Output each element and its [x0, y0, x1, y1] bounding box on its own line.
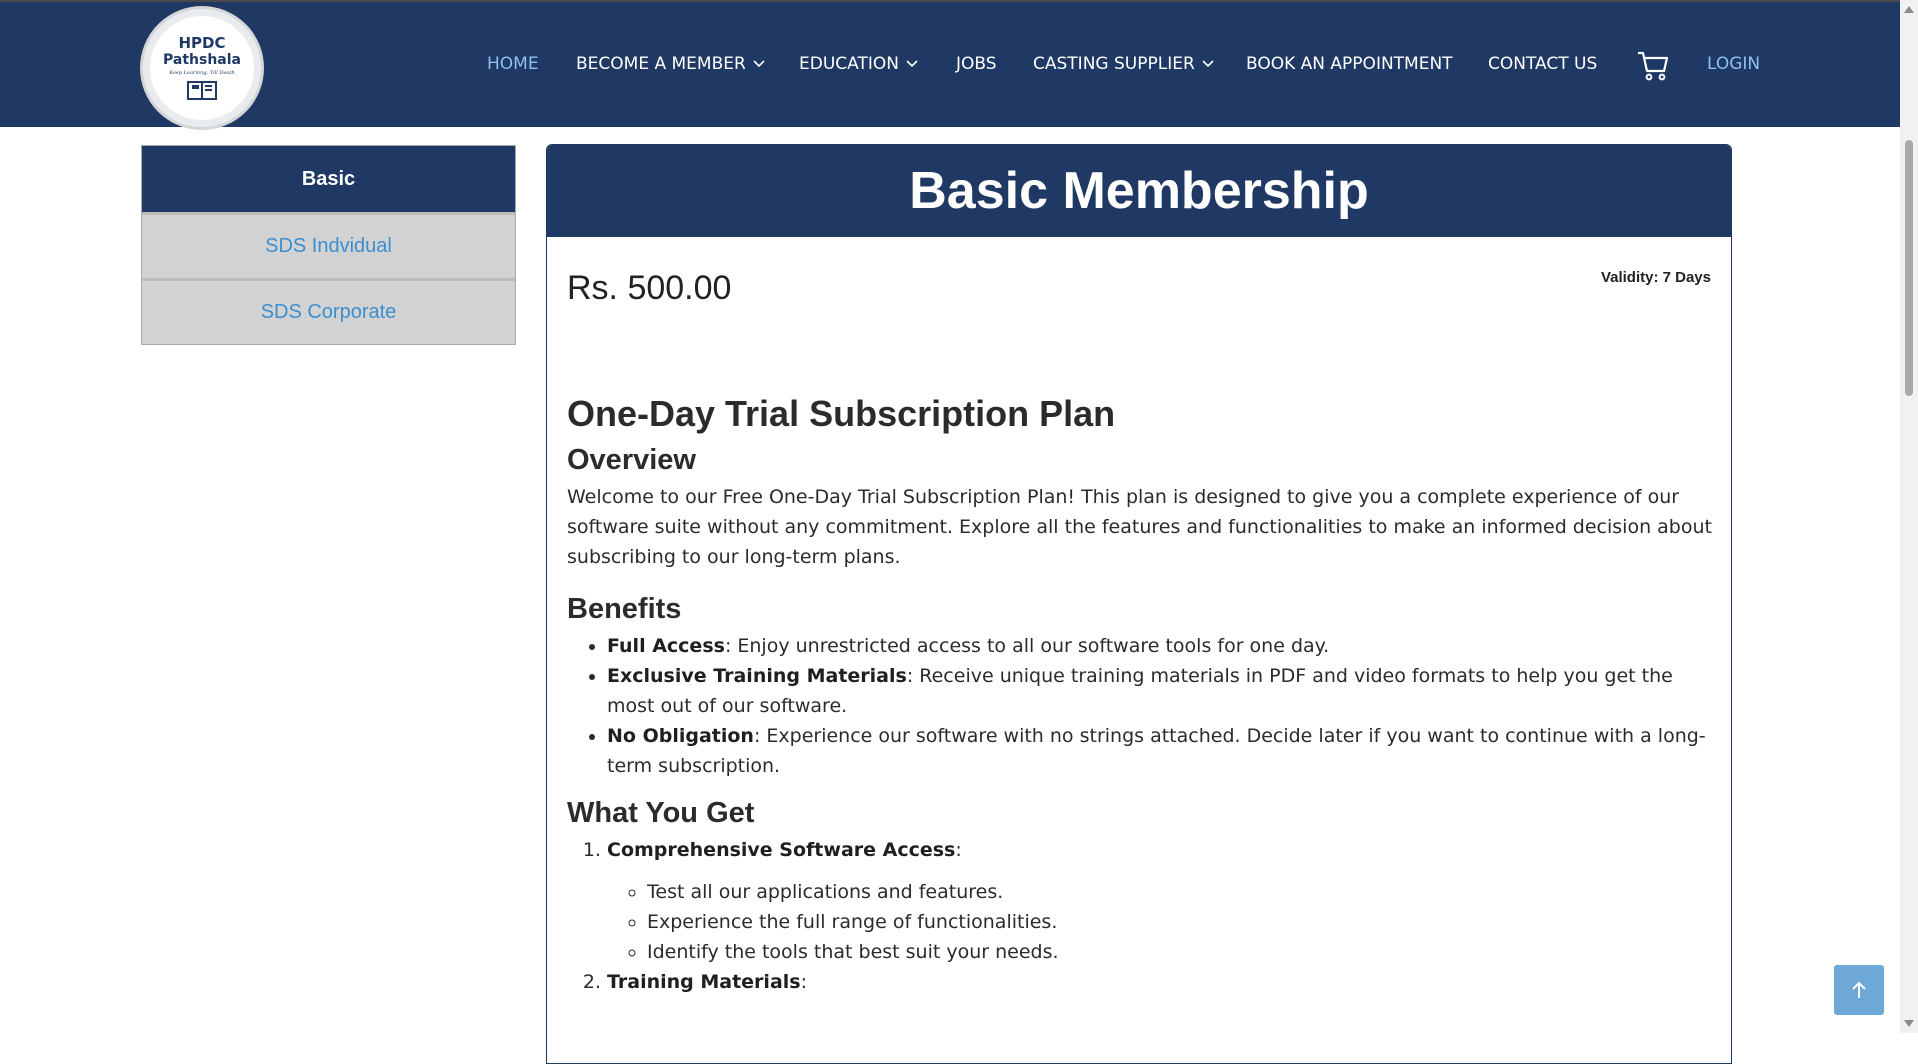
benefit-text: : Receive unique training materials in PDF and video formats to help you get the most out of our software. — [607, 665, 1673, 717]
list-item — [607, 631, 1717, 661]
overview-text: Welcome to our Free One-Day Trial Subscription Plan! This plan is designed to give you a complete experience of our software suite without any commitment. Explore all the features and functionalities to make an informed decision about subscribing to our long-term plans. — [567, 486, 1712, 568]
nav-education[interactable] — [799, 54, 918, 74]
benefit-title: Full Access — [607, 635, 725, 657]
sub-list — [607, 877, 1717, 967]
book-icon — [187, 79, 217, 101]
arrow-up-icon — [1851, 981, 1867, 999]
sidebar-item-basic[interactable] — [142, 146, 515, 212]
nav-become-member-label: BECOME A MEMBER — [576, 54, 746, 74]
nav-login[interactable] — [1707, 54, 1760, 74]
cart-icon[interactable] — [1637, 51, 1669, 81]
sidebar-item-label: SDS Corporate — [260, 301, 397, 323]
item-title: Training Materials — [607, 971, 801, 993]
plan-title: Basic Membership — [909, 162, 1369, 220]
benefit-title: Exclusive Training Materials — [607, 665, 907, 687]
nav-login-label: LOGIN — [1707, 54, 1761, 74]
nav-jobs-label: JOBS — [956, 54, 997, 74]
item-title: Comprehensive Software Access — [607, 839, 956, 861]
nav-contact-us-label: CONTACT US — [1488, 54, 1598, 74]
benefit-title: No Obligation — [607, 725, 754, 747]
nav-casting-supplier[interactable] — [1033, 54, 1214, 74]
nav-book-appointment-label: BOOK AN APPOINTMENT — [1246, 54, 1453, 74]
benefit-text: : Enjoy unrestricted access to all our software tools for one day. — [724, 635, 1330, 657]
what-you-get-list — [567, 835, 1717, 997]
list-item: ◦ Test all our applications and features. — [647, 877, 1717, 907]
benefits-list — [567, 631, 1717, 781]
nav-jobs[interactable] — [956, 54, 997, 74]
chevron-down-icon — [1202, 60, 1214, 68]
site-header — [0, 0, 1900, 127]
nav-home-label: HOME — [487, 54, 539, 74]
list-item — [607, 967, 1717, 997]
sidebar-item-sds-corporate[interactable] — [142, 278, 515, 344]
list-item — [607, 661, 1717, 721]
sidebar-item-label: Basic — [301, 167, 356, 190]
plan-sidebar — [141, 145, 516, 345]
scroll-thumb[interactable] — [1905, 140, 1913, 396]
plan-description — [567, 390, 1717, 997]
article-heading: One-Day Trial Subscription Plan — [567, 393, 1116, 434]
scroll-to-top-button[interactable] — [1834, 965, 1884, 1015]
list-item — [607, 721, 1717, 781]
site-logo[interactable] — [140, 6, 264, 130]
plan-validity: Validity: 7 Days — [1600, 269, 1711, 286]
page-scrollbar[interactable] — [1900, 0, 1918, 1033]
item-suffix: : — [955, 839, 962, 861]
plan-price: Rs. 500.00 — [567, 269, 732, 307]
logo-line1: HPDC — [178, 34, 226, 52]
nav-casting-supplier-label: CASTING SUPPLIER — [1033, 54, 1195, 74]
plan-panel — [546, 144, 1732, 1064]
scroll-up-arrow[interactable] — [1904, 6, 1914, 13]
chevron-down-icon — [906, 60, 918, 68]
nav-home[interactable] — [487, 54, 539, 74]
chevron-down-icon — [753, 60, 765, 68]
nav-education-label: EDUCATION — [799, 54, 899, 74]
what-you-get-heading: What You Get — [567, 797, 755, 829]
nav-become-member[interactable] — [576, 54, 765, 74]
nav-book-appointment[interactable] — [1246, 54, 1453, 74]
list-item: ◦ Identify the tools that best suit your needs. — [647, 937, 1717, 967]
overview-heading: Overview — [567, 444, 696, 476]
sidebar-item-label: SDS Indvidual — [265, 235, 392, 257]
list-item — [607, 835, 1717, 967]
plan-header — [547, 145, 1731, 237]
nav-contact-us[interactable] — [1488, 54, 1597, 74]
logo-tagline: Keep Learning, Till Death — [169, 70, 235, 76]
benefits-heading: Benefits — [567, 593, 682, 625]
item-suffix: : — [800, 971, 807, 993]
scroll-down-arrow[interactable] — [1904, 1020, 1914, 1027]
logo-line2: Pathshala — [163, 52, 241, 68]
benefit-text: : Experience our software with no strings attached. Decide later if you want to continue with a long-term subscription. — [607, 725, 1706, 777]
logo-badge — [150, 16, 254, 120]
list-item: ◦ Experience the full range of functionalities. — [647, 907, 1717, 937]
sidebar-item-sds-individual[interactable] — [142, 212, 515, 278]
